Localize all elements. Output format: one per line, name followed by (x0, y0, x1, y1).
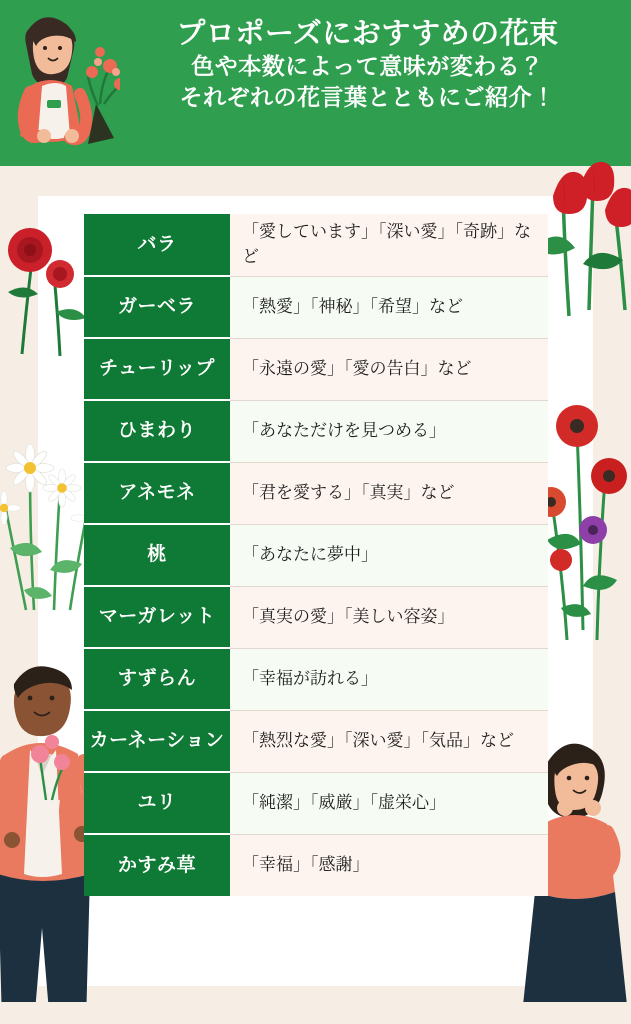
florist-illustration (0, 0, 120, 166)
flower-name-cell: アネモネ (84, 462, 230, 524)
flower-name-cell: 桃 (84, 524, 230, 586)
table-row (84, 524, 548, 586)
flower-name-cell: カーネーション (84, 710, 230, 772)
table-row (84, 462, 548, 524)
poster-title: プロポーズにおすすめの花束 (176, 16, 559, 50)
flower-name-cell: マーガレット (84, 586, 230, 648)
table-row (84, 586, 548, 648)
flower-name-cell: かすみ草 (84, 834, 230, 896)
table-row (84, 338, 548, 400)
flower-meaning-cell: 「あなたに夢中」 (230, 524, 548, 586)
flower-meaning-cell: 「永遠の愛」「愛の告白」など (230, 338, 548, 400)
table-row (84, 400, 548, 462)
flower-meaning-cell: 「熱烈な愛」「深い愛」「気品」など (230, 710, 548, 772)
flower-meaning-cell: 「幸福」「感謝」 (230, 834, 548, 896)
header-banner (0, 0, 631, 166)
flower-name-cell: すずらん (84, 648, 230, 710)
flower-meaning-cell: 「真実の愛」「美しい容姿」 (230, 586, 548, 648)
poster-subtitle-line1: 色や本数によって意味が変わる？ (191, 54, 544, 81)
flower-name-cell: ユリ (84, 772, 230, 834)
flower-meaning-cell: 「君を愛する」「真実」など (230, 462, 548, 524)
flower-meaning-cell: 「あなただけを見つめる」 (230, 400, 548, 462)
flower-meaning-table (84, 214, 548, 896)
flower-meaning-cell: 「熱愛」「神秘」「希望」など (230, 276, 548, 338)
table-row (84, 834, 548, 896)
flower-meaning-cell: 「幸福が訪れる」 (230, 648, 548, 710)
table-row (84, 214, 548, 276)
header-title-block (110, 14, 625, 113)
table-row (84, 276, 548, 338)
flower-meaning-cell: 「純潔」「威厳」「虚栄心」 (230, 772, 548, 834)
flower-name-cell: ガーベラ (84, 276, 230, 338)
poster-subtitle-line2: それぞれの花言葉とともにご紹介！ (179, 84, 556, 111)
table-row (84, 710, 548, 772)
flower-name-cell: ひまわり (84, 400, 230, 462)
flower-name-cell: チューリップ (84, 338, 230, 400)
table-body (84, 214, 548, 896)
bottom-margin (0, 1002, 631, 1024)
table-row (84, 648, 548, 710)
table-row (84, 772, 548, 834)
flower-meaning-cell: 「愛しています」「深い愛」「奇跡」など (230, 214, 548, 276)
flower-name-cell: バラ (84, 214, 230, 276)
